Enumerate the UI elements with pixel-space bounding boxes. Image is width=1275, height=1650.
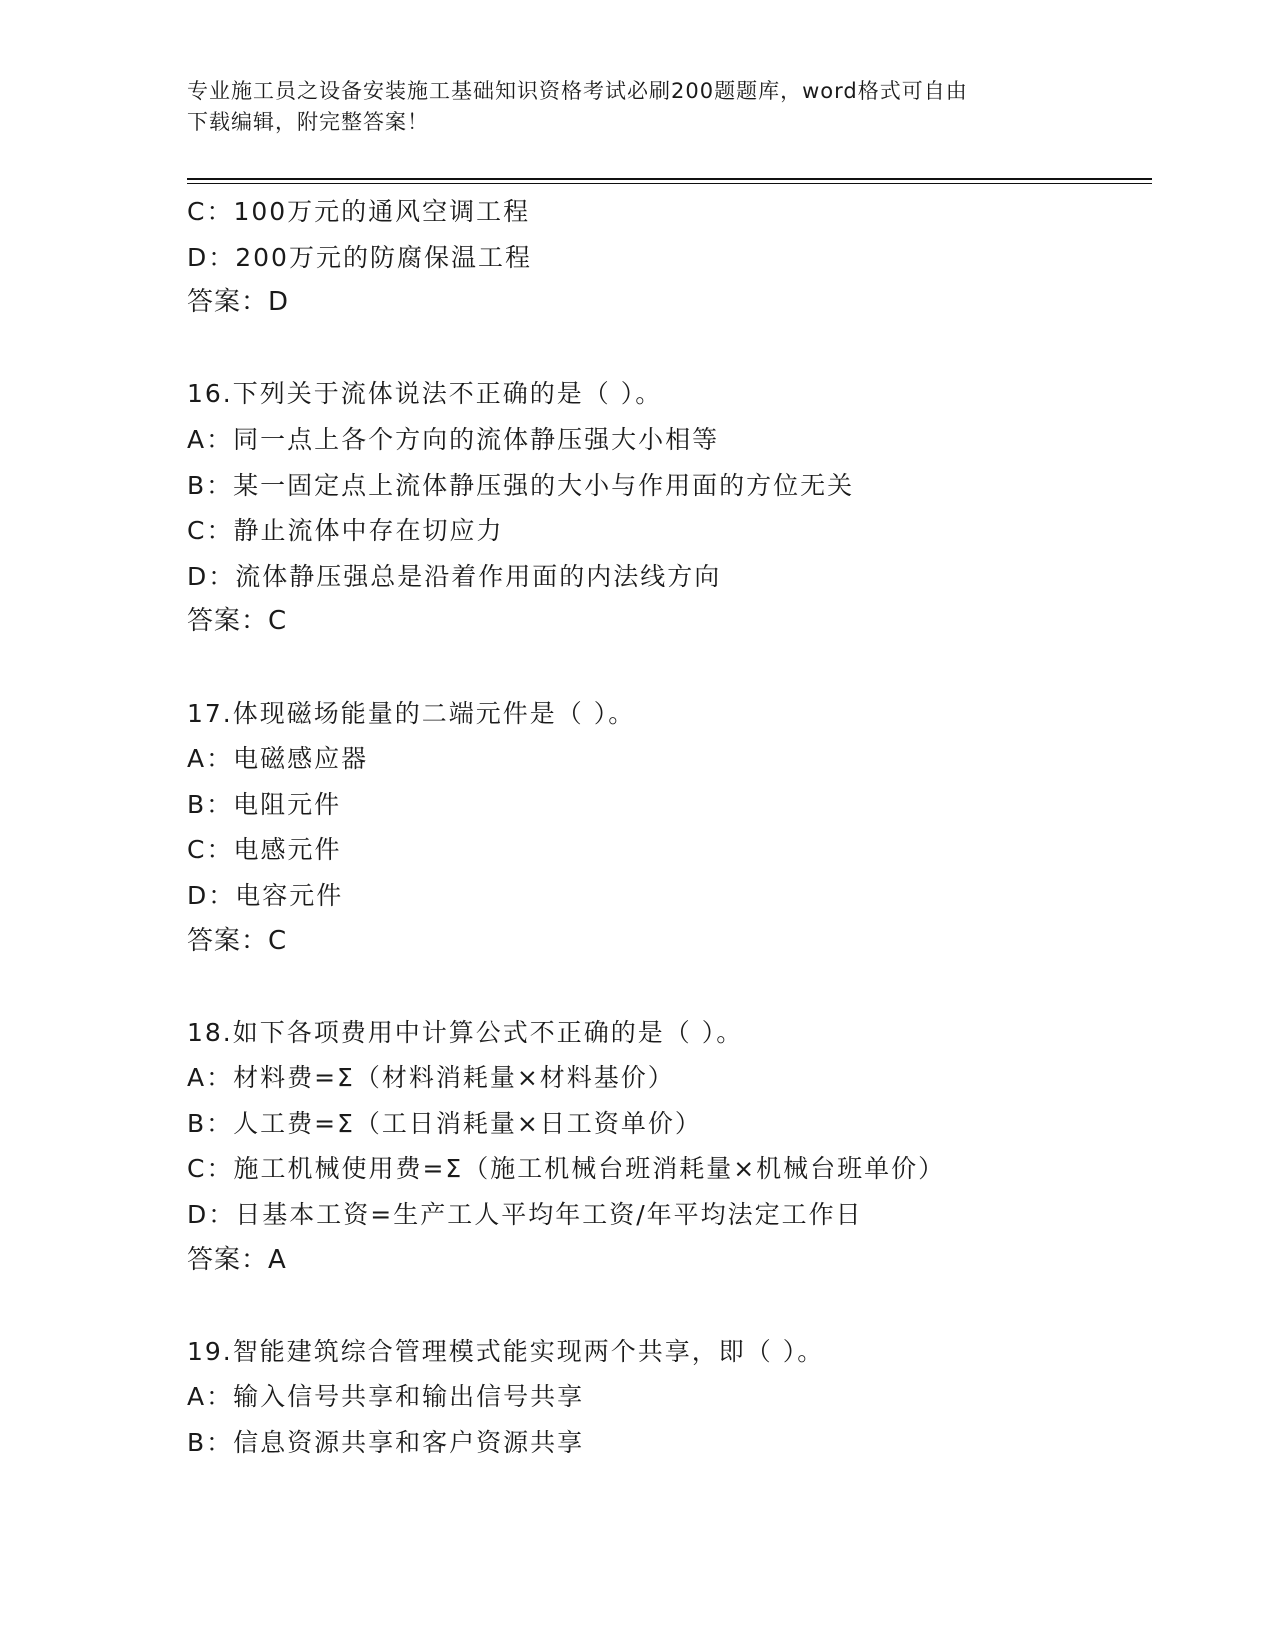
header-rule-thick (187, 178, 1152, 180)
question-17-option-a: A：电磁感应器 (187, 744, 369, 774)
question-16-stem: 16.下列关于流体说法不正确的是（ ）。 (187, 379, 663, 409)
question-19-option-b: B：信息资源共享和客户资源共享 (187, 1428, 585, 1458)
question-19-option-a: A：输入信号共享和输出信号共享 (187, 1382, 585, 1412)
spacer (187, 645, 1152, 691)
question-16-answer: 答案：C (187, 606, 288, 637)
header-line-1: 专业施工员之设备安装施工基础知识资格考试必刷200题题库，word格式可自由 (187, 79, 968, 103)
spacer (187, 1283, 1152, 1329)
question-17-option-d: D：电容元件 (187, 880, 344, 910)
prev-answer: 答案：D (187, 287, 290, 318)
question-17-answer: 答案：C (187, 925, 288, 956)
question-18-option-c: C：施工机械使用费=Σ（施工机械台班消耗量×机械台班单价） (187, 1154, 946, 1184)
question-16-option-a: A：同一点上各个方向的流体静压强大小相等 (187, 424, 720, 454)
question-16-option-d: D：流体静压强总是沿着作用面的内法线方向 (187, 561, 722, 591)
question-16-option-b: B：某一固定点上流体静压强的大小与作用面的方位无关 (187, 470, 855, 500)
header-rule-thin (187, 183, 1152, 184)
spacer (187, 964, 1152, 1010)
question-17-option-c: C：电感元件 (187, 835, 342, 865)
question-18-option-a: A：材料费=Σ（材料消耗量×材料基价） (187, 1063, 675, 1093)
question-18-option-b: B：人工费=Σ（工日消耗量×日工资单价） (187, 1108, 702, 1138)
question-content (187, 189, 1152, 1466)
question-17-stem: 17.体现磁场能量的二端元件是（ ）。 (187, 698, 636, 728)
prev-option-d: D：200万元的防腐保温工程 (187, 242, 532, 272)
question-18-stem: 18.如下各项费用中计算公式不正确的是（ ）。 (187, 1017, 744, 1047)
header-line-2: 下载编辑，附完整答案！ (187, 110, 429, 134)
question-18-option-d: D：日基本工资=生产工人平均年工资/年平均法定工作日 (187, 1200, 863, 1230)
question-16-option-c: C：静止流体中存在切应力 (187, 516, 504, 546)
question-18-answer: 答案：A (187, 1244, 287, 1275)
spacer (187, 326, 1152, 372)
question-19-stem: 19.智能建筑综合管理模式能实现两个共享，即（ ）。 (187, 1336, 825, 1366)
prev-option-c: C：100万元的通风空调工程 (187, 197, 531, 226)
document-header (187, 76, 1067, 138)
question-17-option-b: B：电阻元件 (187, 789, 342, 819)
